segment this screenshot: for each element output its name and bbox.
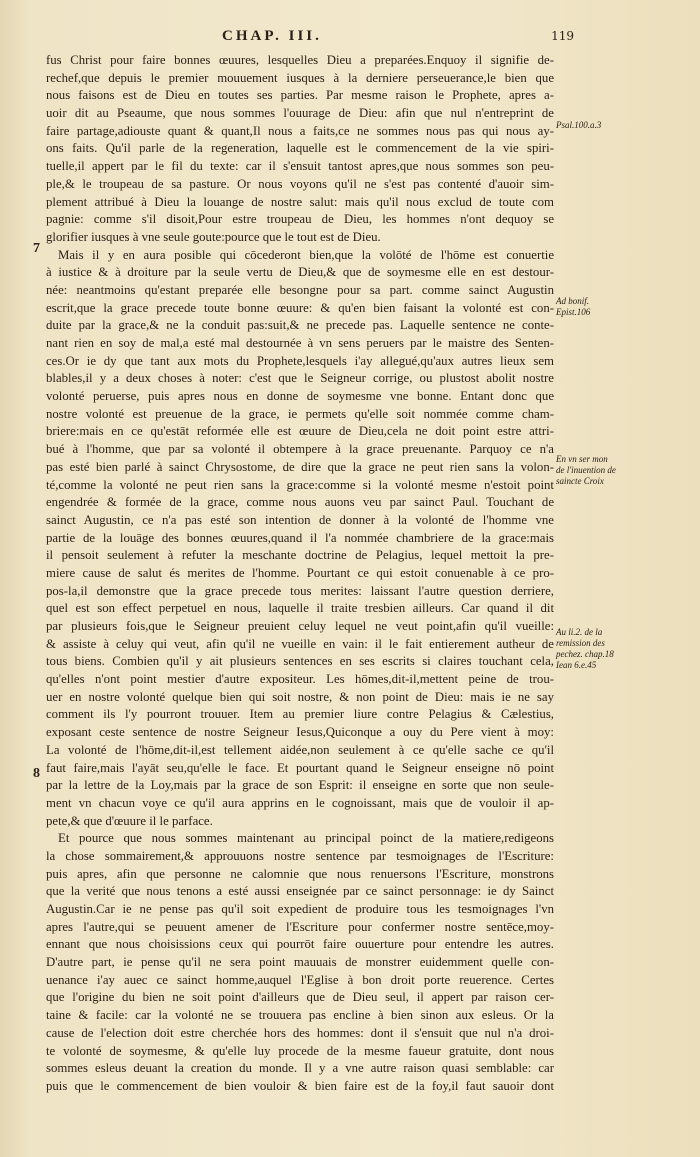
text-line: faire partage,adiouste quant & quant,Il nous a faits,ce ne sommes nous pas qui nous ay- bbox=[46, 123, 554, 138]
text-line: D'autre part, ie pense qu'il ne sera point mauuais de monstrer euidemment quelle con- bbox=[46, 955, 554, 970]
text-line: briere:mais en ce qu'estāt reformée elle est œuure de Dieu,cela ne doit point estre attri- bbox=[46, 424, 554, 439]
text-line: pete,& que d'œuure il le parface. bbox=[46, 813, 213, 828]
text-line: tous biens. Combien qu'il y ait plusieurs sentences en ses escrits si claires touchant cela, bbox=[46, 654, 554, 669]
margin-note: Psal.100.a.3 bbox=[556, 120, 602, 130]
text-line: & assiste à celuy qui veut, afin qu'il ne vueille en vain: il le fait entierement autheur de bbox=[46, 636, 554, 651]
text-line: puis apres, afin que personne ne calomnie que nous renuersons l'Escriture, monstrons bbox=[46, 866, 554, 881]
text-line: nant rien en soy de mal,a esté mal destournée à vn sens peruers par le maistre des Senten- bbox=[46, 336, 554, 350]
running-title: CHAP. III. bbox=[222, 28, 322, 44]
text-line: ment vn chacun voye ce qu'il aura apprins en le cognoissant, mais que de vouloir il ap- bbox=[46, 795, 554, 810]
text-line: taine & facile: car la volonté ne se trouuera pas encline à bien sinon aux esleus. Or la bbox=[46, 1008, 554, 1023]
text-line: plement attribué à Dieu la louange de nostre salut: mais qu'il nous exclud de toute com bbox=[46, 194, 554, 209]
text-line: ces.Or ie dy que tant aux mots du Prophete,lesquels i'ay allegué,qu'aux autres lieux sem bbox=[46, 353, 554, 368]
text-line: par plusieurs fois,que le Seigneur preuient celuy lequel ne veut point,afin qu'il vueille: bbox=[46, 619, 554, 633]
margin-note: Ad bonif. Epist.106 bbox=[556, 296, 591, 317]
text-line: comment ils l'y pourront trouuer. Item au premier liure contre Pelagius & Cælestius, bbox=[46, 707, 554, 722]
text-line: Mais il y en aura posible qui cōcederont bien,que la volōté de l'hōme est conuertie bbox=[58, 247, 554, 262]
text-line: volonté peruerse, puis apres nous en donne de soymesme vne bonne. Entant donc que bbox=[46, 389, 554, 404]
text-line: engendrée & formée de la grace, comme nous auons veu par sainct Paul. Touchant de bbox=[46, 495, 554, 510]
text-line: sainct Augustin, ce n'a pas esté son intention de donner à la volonté de l'homme vne bbox=[46, 512, 554, 527]
text-line: pagnie: comme s'il disoit,Pour estre troupeau de Dieu, les hommes n'ont dequoy se bbox=[46, 212, 554, 227]
text-line: partie de la louāge des bonnes œuures,quand il l'a nommée chambriere de la grace:mais bbox=[46, 530, 554, 545]
text-line: que l'origine du bien ne soit point d'ailleurs que de Dieu seul, il appert par raison cer- bbox=[46, 990, 554, 1005]
text-line: il pensoit seulement à refuter la meschante doctrine de Pelagius, lequel mettoit la pre- bbox=[46, 548, 554, 563]
margin-note: Au li.2. de la remission des pechez. chap.18 Iean 6.e.45 bbox=[556, 627, 614, 670]
text-line: bué à l'homme, que par sa volonté il obtempere à la grace preuenante. Parquoy ce n'a bbox=[46, 442, 554, 457]
text-line: uer en nostre volonté quelque bien qui soit nostre, & non point de Dieu: mais ie ne say bbox=[46, 689, 554, 704]
paragraph-number: 8 bbox=[33, 766, 40, 781]
text-line: à iustice & à droiture par la seule vertu de Dieu,& que de soymesme elle en est destour- bbox=[46, 265, 554, 280]
text-line: ons faits. Qu'il parle de la regeneration, laquelle est le commencement de la vie spiri- bbox=[46, 141, 554, 156]
page-number: 119 bbox=[551, 29, 574, 43]
body-text bbox=[46, 52, 554, 1096]
text-line: la chose sommairement,& approuuons nostre sentence par tesmoignages de l'Escriture: bbox=[46, 848, 554, 863]
text-line: nostre volonté est preuenue de la grace, ie permets qu'elle soit nommée comme cham- bbox=[46, 406, 554, 421]
text-line: La volonté de l'hōme,dit-il,est tellement aidée,non seulement à ce qu'elle sache ce qu'il bbox=[46, 742, 554, 757]
text-line: ple,& le troupeau de sa pasture. Or nous voyons qu'il ne s'est pas contenté d'auoir sim- bbox=[46, 176, 554, 191]
text-line: uenance i'ay auec ce sainct homme,auquel l'Eglise à bon droit porte reuerence. Certes bbox=[46, 972, 554, 987]
text-line: sommes esleus deuant la creation du monde. Il y a vne autre raison quasi semblable: car bbox=[46, 1061, 554, 1076]
text-line: miere cause de salut és merites de l'homme. Pourtant ce qui estoit conuenable à ce pro- bbox=[46, 565, 554, 580]
text-line: glorifier iusques à vne seule goute:pource que le tout est de Dieu. bbox=[46, 229, 381, 244]
text-line: pos-la,il demonstre que la grace precede tous merites: laissant l'autre question derriere, bbox=[46, 583, 554, 598]
text-line: ennant que nous choisissions ceux qui pourrōt faire ouuerture pour entendre les autres. bbox=[46, 937, 554, 952]
text-line: puis que le commencement de bien vouloir & bien faire est de la foy,il faut sauoir dont bbox=[46, 1078, 554, 1093]
page-header bbox=[46, 28, 574, 50]
text-line: par la lettre de la Loy,mais par la grace de son Esprit: il enseigne en sorte que non seule- bbox=[46, 778, 554, 793]
text-line: pas esté bien parlé à sainct Chrysostome, de dire que la grace ne peut rien sans la volon- bbox=[46, 459, 554, 474]
text-line: blables,il y a deux choses à noter: c'est que le Seigneur corrige, ou plustost abolit nostre bbox=[46, 371, 554, 386]
text-line: Et pource que nous sommes maintenant au principal poinct de la matiere,redigeons bbox=[58, 831, 554, 846]
text-line: fus Christ pour faire bonnes œuures, lesquelles Dieu a preparées.Enquoy il signifie de- bbox=[46, 53, 554, 67]
text-line: nous faisons est de Dieu en toutes ses parties. Par mesme raison le Prophete, apres a- bbox=[46, 88, 554, 103]
text-line: exposant ceste sentence de nostre Seigneur Iesus,Quiconque a ouy du Pere vient à moy: bbox=[46, 725, 554, 740]
margin-note: En vn ser mon de l'inuention de saincte Croix bbox=[556, 454, 616, 486]
text-line: té,comme la volonté ne peut rien sans la grace:comme si la volonté mesme n'estoit point bbox=[46, 477, 554, 492]
text-line: Augustin.Car ie ne pense pas qu'il soit expedient de produire tous les tesmoignages l'vn bbox=[46, 902, 554, 916]
text-line: cause de l'election doit estre cherchée hors des hommes: dont il s'ensuit que nul n'a droi- bbox=[46, 1025, 554, 1040]
text-line: qu'elles n'ont point mestier d'autre expositeur. Les hōmes,dit-il,mettent peine de trou- bbox=[46, 672, 554, 687]
text-line: faut faire,mais l'ayāt seu,qu'elle le face. Et pourtant quand le Seigneur enseigne nō point bbox=[46, 760, 554, 775]
text-line: te volonté de soymesme, & qu'elle luy procede de la mesme faueur gratuite, dont nous bbox=[46, 1043, 554, 1058]
text-line: uoir dit au Pseaume, que nous sommes l'ouurage de Dieu: afin que nul n'entreprint de bbox=[46, 106, 554, 121]
text-line: que la verité que nous tenons a esté aussi enseignée par ce sainct personnage: ie dy Sainct bbox=[46, 884, 554, 899]
text-line: duite par la grace,& ne la conduit pas:suit,& ne precede pas. Laquelle sentence ne conte- bbox=[46, 318, 554, 333]
text-line: quel est son effect perpetuel en nous, laquelle il traite tresbien ailleurs. Car quand il dit bbox=[46, 601, 554, 616]
text-line: tuelle,il appert par le fil du texte: car il s'ensuit tantost apres,que nous sommes son peu- bbox=[46, 159, 554, 174]
text-line: apres l'autre,qui se peuuent amener de l'Escriture pour confermer nostre sentēce,moy- bbox=[46, 919, 554, 934]
text-line: rechef,que depuis le premier mouuement iusques à la derniere perseuerance,le bien que bbox=[46, 70, 554, 85]
text-line: escrit,que la grace precede toute bonne œuure: & qu'en bien faisant la volonté est con- bbox=[46, 300, 554, 315]
text-line: née: neantmoins qu'estant preparée elle besongne pour sa part. comme sainct Augustin bbox=[46, 282, 554, 297]
paragraph-number: 7 bbox=[33, 241, 40, 256]
